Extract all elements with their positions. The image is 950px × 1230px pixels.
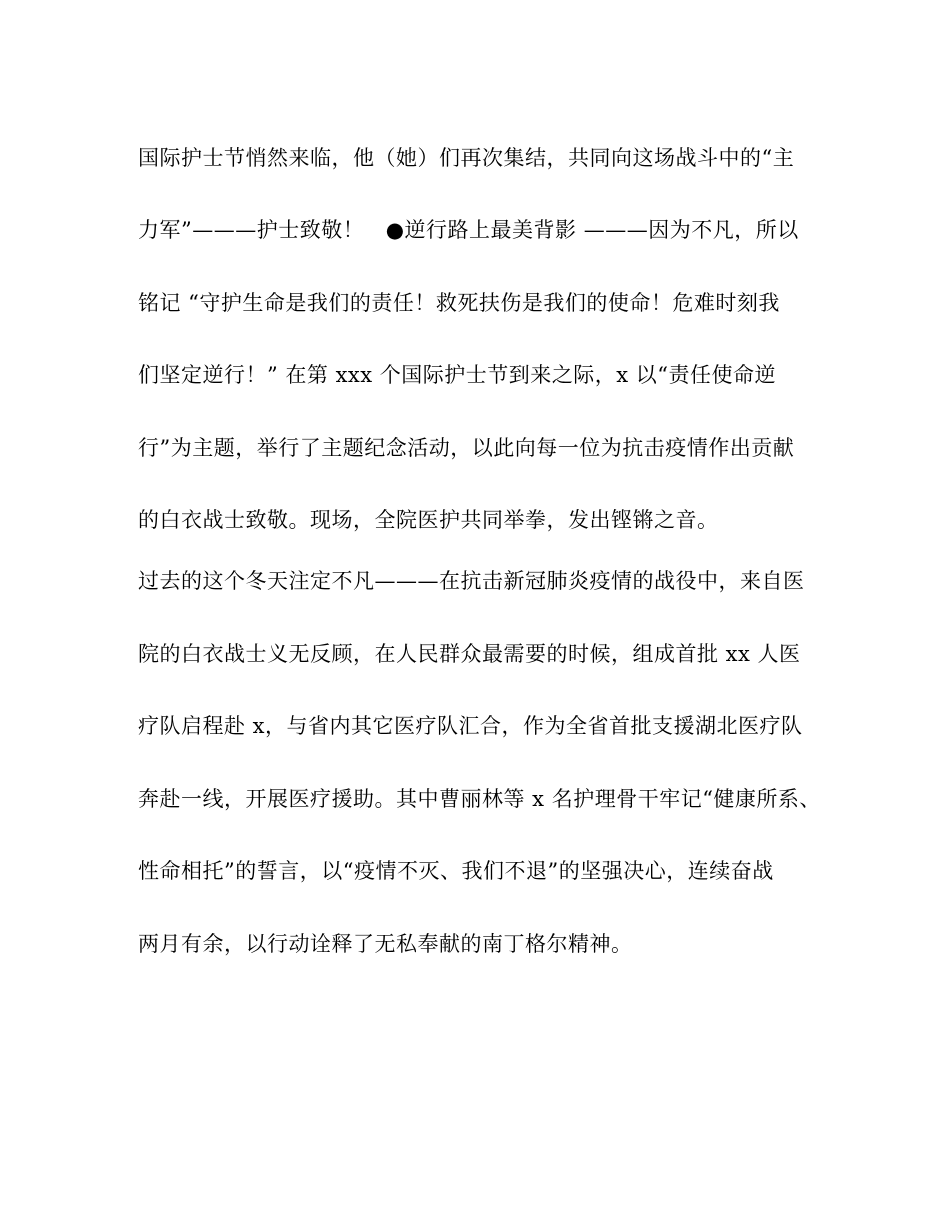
- text-line: 性命相托”的誓言，以“疫情不灭、我们不退”的坚强决心，连续奋战: [138, 859, 774, 883]
- text-line: 两月有余，以行动诠释了无私奉献的南丁格尔精神。: [138, 932, 633, 956]
- text-line: 国际护士节悄然来临，他（她）们再次集结，共同向这场战斗中的“主: [138, 146, 795, 170]
- text-line: 院的白衣战士义无反顾，在人民群众最需要的时候，组成首批 xx 人医: [138, 642, 801, 666]
- text-line: 铭记 “守护生命是我们的责任！救死扶伤是我们的使命！危难时刻我: [138, 291, 780, 315]
- text-line: 疗队启程赴 x，与省内其它医疗队汇合，作为全省首批支援湖北医疗队: [138, 714, 803, 738]
- text-line: 们坚定逆行！” 在第 xxx 个国际护士节到来之际，x 以“责任使命逆: [138, 363, 777, 387]
- text-line: 力军”———护士致敬！ ●逆行路上最美背影 ———因为不凡，所以: [138, 218, 799, 242]
- text-line: 奔赴一线，开展医疗援助。其中曹丽林等 x 名护理骨干牢记“健康所系、: [138, 787, 821, 811]
- text-line: 行”为主题，举行了主题纪念活动，以此向每一位为抗击疫情作出贡献: [138, 436, 795, 460]
- text-line: 过去的这个冬天注定不凡———在抗击新冠肺炎疫情的战役中，来自医: [138, 569, 805, 593]
- text-line: 的白衣战士致敬。现场，全院医护共同举拳，发出铿锵之音。: [138, 508, 719, 532]
